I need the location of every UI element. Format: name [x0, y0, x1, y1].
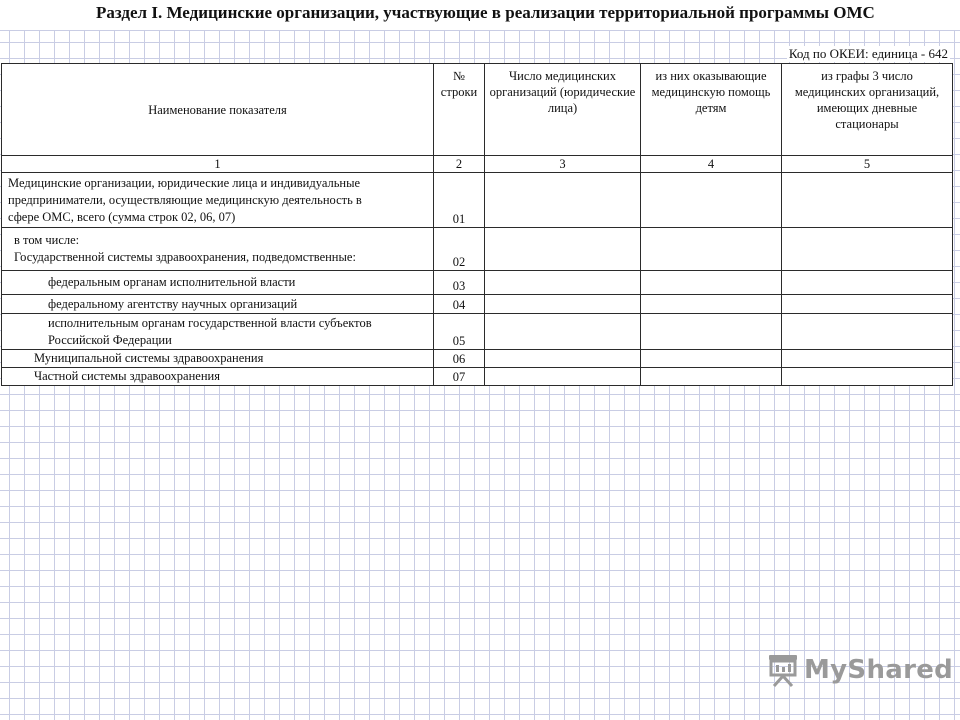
table-row	[2, 314, 953, 350]
value-cell[interactable]	[782, 350, 953, 368]
value-cell[interactable]	[485, 271, 641, 295]
column-number-row	[2, 156, 953, 173]
value-cell[interactable]	[641, 350, 782, 368]
row-label: Муниципальной системы здравоохранения	[2, 350, 434, 368]
header-children-care: из них оказывающие медицинскую помощь детям	[641, 64, 782, 156]
row-code: 03	[434, 271, 485, 295]
value-cell[interactable]	[641, 368, 782, 386]
header-indicator-name: Наименование показателя	[2, 64, 434, 156]
row-label: Частной системы здравоохранения	[2, 368, 434, 386]
value-cell[interactable]	[485, 350, 641, 368]
row-code: 06	[434, 350, 485, 368]
value-cell[interactable]	[782, 368, 953, 386]
row-code: 02	[434, 228, 485, 271]
column-number: 5	[782, 156, 953, 173]
row-label: в том числе: Государственной системы здравоохранения, подведомственные:	[2, 228, 434, 271]
row-code: 04	[434, 295, 485, 314]
row-label: федеральному агентству научных организаций	[2, 295, 434, 314]
column-number: 3	[485, 156, 641, 173]
watermark-text: MyShared	[804, 655, 954, 685]
column-number: 2	[434, 156, 485, 173]
okei-code: Код по ОКЕИ: единица - 642	[788, 46, 948, 61]
row-code: 01	[434, 173, 485, 228]
table-row	[2, 368, 953, 386]
value-cell[interactable]	[782, 314, 953, 350]
column-number: 4	[641, 156, 782, 173]
presentation-board-icon	[766, 652, 800, 688]
header-day-hospitals: из графы 3 число медицинских организаций, имеющих дневные стационары	[782, 64, 953, 156]
value-cell[interactable]	[485, 314, 641, 350]
value-cell[interactable]	[641, 295, 782, 314]
table-row	[2, 350, 953, 368]
column-number: 1	[2, 156, 434, 173]
value-cell[interactable]	[782, 173, 953, 228]
table-row	[2, 173, 953, 228]
indicator-table	[1, 63, 953, 386]
value-cell[interactable]	[485, 295, 641, 314]
table-row	[2, 295, 953, 314]
table-row	[2, 228, 953, 271]
section-title: Раздел I. Медицинские организации, участвующие в реализации территориальной программы ОМС	[96, 3, 875, 22]
header-row-number: № строки	[434, 64, 485, 156]
value-cell[interactable]	[782, 295, 953, 314]
value-cell[interactable]	[485, 228, 641, 271]
row-code: 07	[434, 368, 485, 386]
row-label: Медицинские организации, юридические лица и индивидуальные предприниматели, осуществляющие медицинскую деятельность в сфере ОМС, всего (сумма строк 02, 06, 07)	[2, 173, 434, 228]
value-cell[interactable]	[782, 271, 953, 295]
value-cell[interactable]	[485, 173, 641, 228]
value-cell[interactable]	[641, 271, 782, 295]
watermark	[766, 652, 953, 688]
row-code: 05	[434, 314, 485, 350]
header-org-count: Число медицинских организаций (юридические лица)	[485, 64, 641, 156]
row-label: федеральным органам исполнительной власти	[2, 271, 434, 295]
table-row	[2, 271, 953, 295]
value-cell[interactable]	[641, 173, 782, 228]
value-cell[interactable]	[782, 228, 953, 271]
value-cell[interactable]	[641, 314, 782, 350]
value-cell[interactable]	[641, 228, 782, 271]
row-label: исполнительным органам государственной власти субъектов Российской Федерации	[2, 314, 434, 350]
table-header-row	[2, 64, 953, 156]
title-bar	[0, 0, 960, 31]
value-cell[interactable]	[485, 368, 641, 386]
